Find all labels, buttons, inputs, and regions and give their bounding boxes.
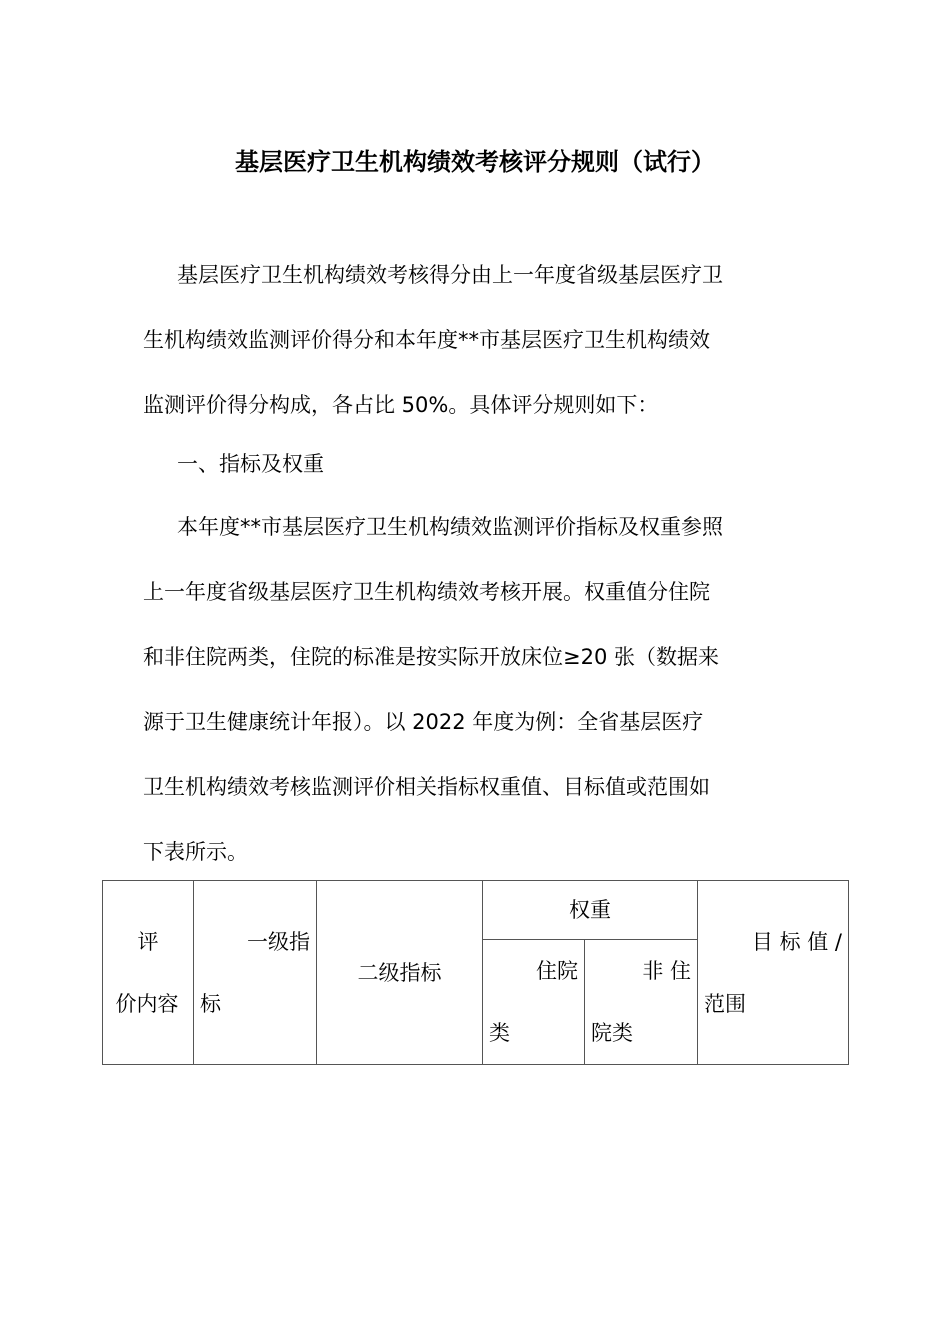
weights-line-3: 和非住院两类，住院的标准是按实际开放床位≥20 张（数据来 bbox=[143, 645, 719, 669]
page-title: 基层医疗卫生机构绩效考核评分规则（试行） bbox=[235, 148, 715, 176]
header-target-line-2: 范围 bbox=[704, 991, 746, 1016]
header-outpatient-line-2: 院类 bbox=[591, 1021, 633, 1045]
header-target bbox=[698, 881, 849, 1065]
header-level1-line-1: 一级指 bbox=[247, 929, 310, 954]
weights-line-5: 卫生机构绩效考核监测评价相关指标权重值、目标值或范围如 bbox=[143, 775, 710, 799]
weights-line-4: 源于卫生健康统计年报）。以 2022 年度为例：全省基层医疗 bbox=[143, 710, 704, 734]
header-weight: 权重 bbox=[483, 881, 698, 940]
intro-line-2: 生机构绩效监测评价得分和本年度**市基层医疗卫生机构绩效 bbox=[143, 328, 710, 352]
weights-line-1: 本年度**市基层医疗卫生机构绩效监测评价指标及权重参照 bbox=[177, 515, 723, 539]
header-level2-indicator: 二级指标 bbox=[317, 881, 483, 1065]
header-level1-line-2: 标 bbox=[200, 991, 221, 1016]
header-eval-content bbox=[103, 881, 194, 1065]
header-level1-indicator bbox=[194, 881, 317, 1065]
intro-line-1: 基层医疗卫生机构绩效考核得分由上一年度省级基层医疗卫 bbox=[177, 263, 723, 287]
header-inpatient-line-2: 类 bbox=[489, 1021, 510, 1045]
header-outpatient bbox=[585, 940, 698, 1065]
header-outpatient-line-1: 非 住 bbox=[642, 959, 691, 983]
header-eval-content-line-2: 价内容 bbox=[115, 991, 179, 1016]
header-eval-content-line-1: 评 bbox=[137, 929, 159, 954]
weights-line-6: 下表所示。 bbox=[143, 840, 248, 864]
table-header-row-1 bbox=[103, 881, 849, 940]
intro-line-3: 监测评价得分构成，各占比 50%。具体评分规则如下： bbox=[143, 393, 659, 417]
header-inpatient bbox=[483, 940, 585, 1065]
section-heading: 一、指标及权重 bbox=[177, 452, 324, 476]
header-target-line-1: 目 标 值 / bbox=[751, 929, 842, 954]
weights-paragraph bbox=[143, 507, 823, 897]
intro-paragraph bbox=[143, 255, 823, 450]
weights-line-2: 上一年度省级基层医疗卫生机构绩效考核开展。权重值分住院 bbox=[143, 580, 710, 604]
indicator-table bbox=[102, 880, 849, 1065]
header-inpatient-line-1: 住院 bbox=[536, 959, 578, 983]
